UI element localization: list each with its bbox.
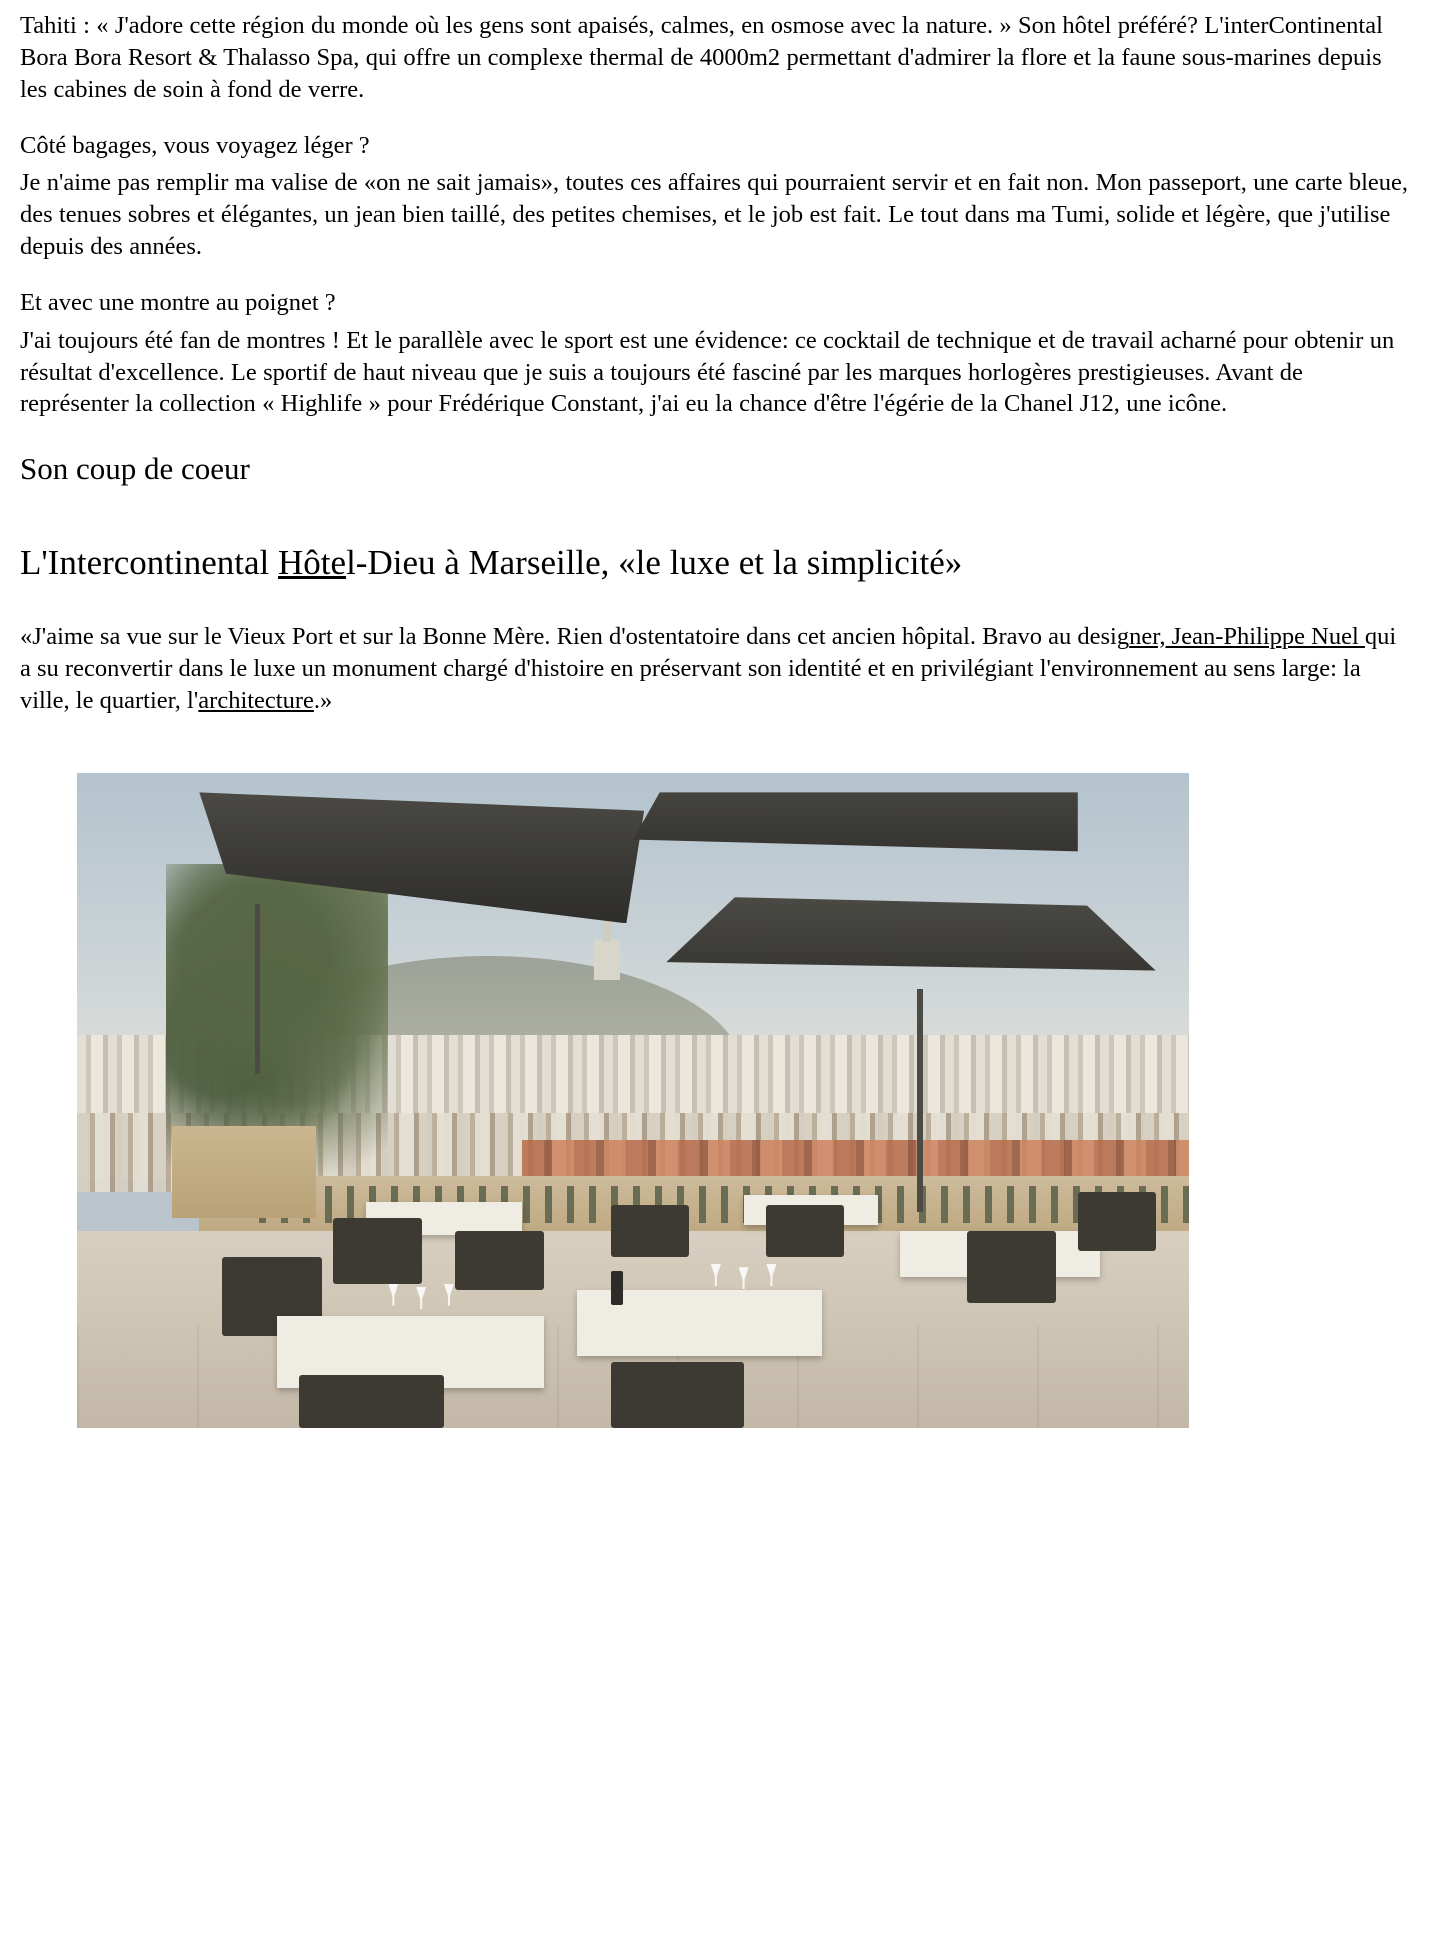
paragraph-answer-montre: J'ai toujours été fan de montres ! Et le parallèle avec le sport est une évidence: ce cocktail de technique et de travail acharné pour obtenir un résultat d'excellence. Le sportif de haut niveau que je suis a toujours été fasciné par les marques horlogères prestigieuses. Avant de représenter la collection « Highlife » pour Frédérique Constant, j'ai eu la chance d'être l'égérie de la Chanel J12, une icône. — [20, 326, 1395, 418]
photo-chair — [299, 1375, 444, 1427]
hotel-title — [20, 541, 1412, 585]
photo-umbrella-pole-right — [917, 989, 923, 1212]
quote-part-1: «J'aime sa vue sur le Vieux Port et sur la Bonne Mère. Rien d'ostentatoire dans cet ancien hôpital. Bravo au desig — [20, 622, 1130, 650]
hotel-terrace-photo — [77, 773, 1189, 1428]
hotel-title-link[interactable]: Hôte — [278, 543, 347, 583]
article-figure — [0, 773, 1440, 1428]
paragraph-answer-bagages: Je n'aime pas remplir ma valise de «on ne sait jamais», toutes ces affaires qui pourraient servir et en fait non. Mon passeport, une carte bleue, des tenues sobres et élégantes, un jean bien taillé, des petites chemises, et le job est fait. Le tout dans ma Tumi, solide et légère, que j'utilise depuis des années. — [20, 169, 1408, 261]
photo-planter — [172, 1126, 317, 1218]
photo-chair — [967, 1231, 1056, 1303]
photo-rooftops — [522, 1140, 1189, 1179]
section-heading-coup-de-coeur: Son coup de coeur — [20, 451, 250, 487]
photo-pepper-mill — [611, 1271, 623, 1305]
paragraph-question-bagages: Côté bagages, vous voyagez léger ? — [20, 131, 370, 159]
photo-basilica-notre-dame — [594, 940, 620, 980]
photo-chair — [333, 1218, 422, 1284]
photo-chair — [766, 1205, 844, 1257]
quote-link-designer[interactable]: ner, Jean-Philippe Nuel — [1129, 622, 1365, 650]
photo-umbrella-pole-left — [255, 904, 260, 1074]
quote-part-3: .» — [313, 687, 333, 715]
quote-part-2: qui a su reconvertir dans le luxe un monument chargé d'histoire en préservant son identité et en privilégiant l'environnement au sens large: la ville, le quartier, l' — [20, 622, 1397, 715]
photo-chair — [1078, 1192, 1156, 1251]
photo-chair — [611, 1362, 744, 1428]
paragraph-question-montre: Et avec une montre au poignet ? — [20, 288, 336, 316]
quote-link-architecture[interactable]: architecture — [198, 687, 314, 715]
hotel-title-suffix: l-Dieu à Marseille, «le luxe et la simplicité» — [346, 543, 963, 583]
paragraph-tahiti: Tahiti : « J'adore cette région du monde où les gens sont apaisés, calmes, en osmose avec la nature. » Son hôtel préféré? L'interContinental Bora Bora Resort & Thalasso Spa, qui offre un complexe thermal de 4000m2 permettant d'admirer la flore et la faune sous-marines depuis les cabines de soin à fond de verre. — [20, 12, 1383, 103]
photo-chair — [455, 1231, 544, 1290]
hotel-title-prefix: L'Intercontinental — [20, 543, 279, 583]
hotel-quote — [20, 621, 1412, 718]
photo-chair — [611, 1205, 689, 1257]
article-body — [0, 0, 1440, 718]
